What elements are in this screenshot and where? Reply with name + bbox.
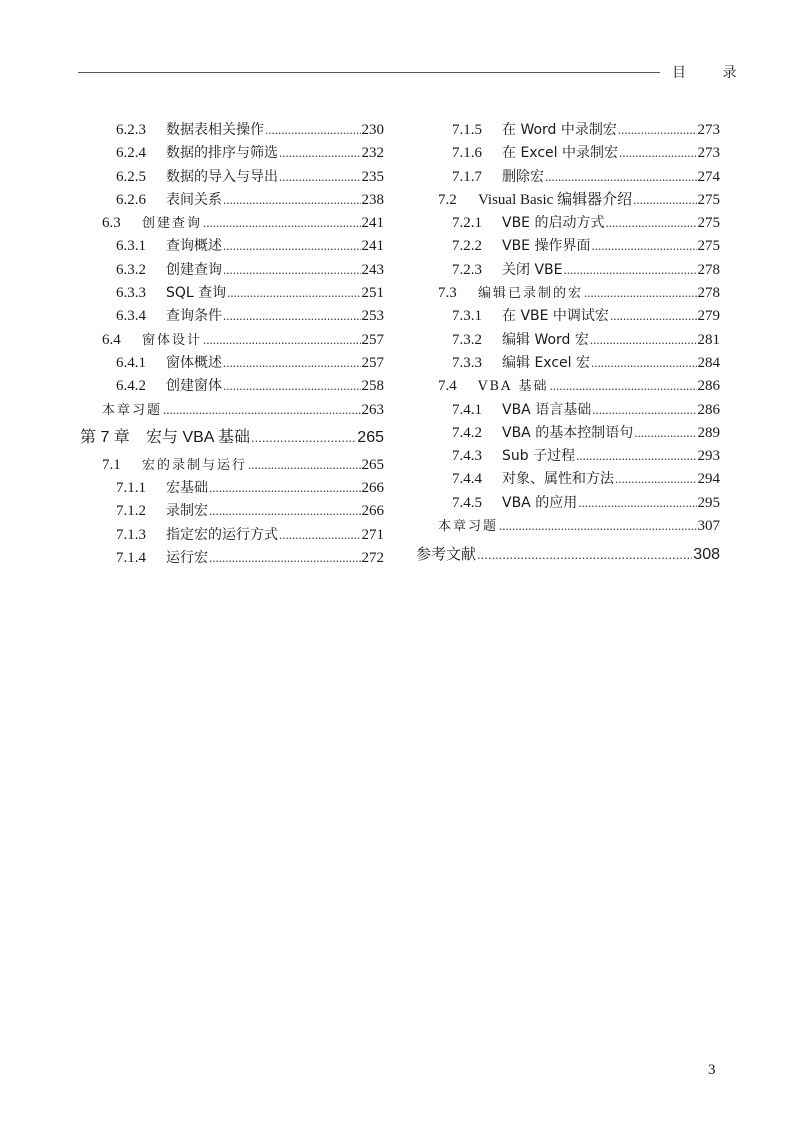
dot-leader xyxy=(248,453,360,476)
toc-entry-page: 263 xyxy=(361,401,384,418)
toc-entry-page: 289 xyxy=(697,424,720,441)
toc-entry[interactable] xyxy=(416,541,720,567)
toc-entry-number: 7.1.2 xyxy=(116,503,146,520)
toc-entry-title: 数据的导入与导出 xyxy=(166,168,278,185)
toc-entry-page: 295 xyxy=(697,494,720,511)
toc-entry[interactable] xyxy=(416,118,720,141)
dot-leader xyxy=(203,211,360,234)
toc-entry[interactable] xyxy=(416,467,720,490)
toc-entry-page: 275 xyxy=(697,238,720,255)
toc-entry-number: 6.3 xyxy=(102,215,121,232)
toc-entry-page: 257 xyxy=(361,354,384,371)
toc-entry-page: 273 xyxy=(697,145,720,162)
toc-entry-number: 6.3.2 xyxy=(116,261,146,278)
dot-leader xyxy=(590,328,697,351)
toc-entry-number: 6.2.4 xyxy=(116,145,146,162)
toc-entry-title: 录制宏 xyxy=(166,503,208,520)
toc-entry[interactable] xyxy=(80,211,384,234)
toc-entry[interactable] xyxy=(80,258,384,281)
toc-entry[interactable] xyxy=(80,165,384,188)
toc-entry-title: 数据的排序与筛选 xyxy=(166,145,278,162)
dot-leader xyxy=(549,374,696,397)
running-header-title: 目 录 xyxy=(672,65,753,81)
toc-entry-page: 238 xyxy=(361,191,384,208)
dot-leader xyxy=(545,165,697,188)
toc-entry-number: 7.3 xyxy=(438,285,457,302)
toc-entry[interactable] xyxy=(416,211,720,234)
toc-entry-title: 本章习题 xyxy=(102,402,163,418)
toc-entry-number: 7.2.3 xyxy=(452,261,482,278)
toc-entry-number: 7.1.5 xyxy=(452,122,482,138)
toc-entry-page: 243 xyxy=(361,261,384,278)
toc-entry[interactable] xyxy=(80,453,384,476)
toc-entry[interactable] xyxy=(80,546,384,569)
toc-entry-page: 230 xyxy=(361,122,384,138)
toc-entry-title: 关闭 VBE xyxy=(502,261,563,278)
toc-entry[interactable] xyxy=(416,514,720,537)
dot-leader xyxy=(209,499,361,522)
toc-entry[interactable] xyxy=(416,421,720,444)
toc-entry-page: 281 xyxy=(697,331,720,348)
toc-entry-title: Visual Basic 编辑器介绍 xyxy=(478,191,633,208)
toc-entry[interactable] xyxy=(80,304,384,327)
dot-leader xyxy=(279,165,361,188)
dot-leader xyxy=(584,281,696,304)
toc-entry[interactable] xyxy=(80,188,384,211)
dot-leader xyxy=(563,258,696,281)
toc-entry-title: 查询条件 xyxy=(166,308,222,325)
toc-entry-page: 235 xyxy=(361,168,384,185)
toc-entry-title: 指定宏的运行方式 xyxy=(166,526,278,543)
toc-entry-number: 7.3.2 xyxy=(452,331,482,348)
toc-entry-title: 编辑已录制的宏 xyxy=(478,286,584,302)
toc-entry-number: 6.2.5 xyxy=(116,168,146,185)
toc-entry-page: 266 xyxy=(361,503,384,520)
toc-entry-number: 6.2.3 xyxy=(116,122,146,138)
toc-entry[interactable] xyxy=(416,491,720,514)
toc-entry-number: 7.1.7 xyxy=(452,168,482,185)
dot-leader xyxy=(163,398,360,421)
toc-entry-title: 在 Word 中录制宏 xyxy=(502,122,617,138)
toc-entry-title: 在 Excel 中录制宏 xyxy=(502,145,618,162)
toc-entry-title: Sub 子过程 xyxy=(502,448,576,465)
dot-leader xyxy=(279,523,361,546)
dot-leader xyxy=(591,351,697,374)
toc-entry-title: 在 VBE 中调试宏 xyxy=(502,308,609,325)
header-rule xyxy=(78,72,660,73)
toc-entry-page: 257 xyxy=(361,331,384,348)
dot-leader xyxy=(605,211,696,234)
toc-entry-title: 编辑 Word 宏 xyxy=(502,331,589,348)
toc-entry-page: 258 xyxy=(361,378,384,395)
toc-entry-page: 251 xyxy=(361,285,384,302)
toc-entry-number: 7.4.3 xyxy=(452,448,482,465)
toc-entry-page: 308 xyxy=(693,546,720,564)
dot-leader xyxy=(251,425,356,451)
dot-leader xyxy=(223,304,361,327)
toc-entry-page: 284 xyxy=(697,354,720,371)
toc-entry-number: 7.3.1 xyxy=(452,308,482,325)
toc-column-right xyxy=(416,118,720,567)
toc-entry-page: 278 xyxy=(697,261,720,278)
toc-entry[interactable] xyxy=(80,523,384,546)
dot-leader xyxy=(223,374,361,397)
toc-entry-number: 7.1.4 xyxy=(116,550,146,567)
dot-leader xyxy=(499,514,696,537)
toc-entry-number: 7.1.3 xyxy=(116,526,146,543)
dot-leader xyxy=(591,234,696,257)
toc-entry[interactable] xyxy=(416,234,720,257)
toc-entry-number: 6.3.4 xyxy=(116,308,146,325)
toc-entry-title: VBE 操作界面 xyxy=(502,238,591,255)
toc-entry-title: 创建查询 xyxy=(142,216,203,232)
toc-entry-number: 7.4 xyxy=(438,378,457,395)
toc-entry-title: VBA 的基本控制语句 xyxy=(502,424,634,441)
dot-leader xyxy=(223,188,361,211)
toc-entry[interactable] xyxy=(80,499,384,522)
toc-entry[interactable] xyxy=(416,141,720,164)
toc-entry[interactable] xyxy=(416,188,720,211)
toc-entry-number: 6.4 xyxy=(102,331,121,348)
toc-entry-title: 参考文献 xyxy=(416,545,477,564)
toc-entry-title: 查询概述 xyxy=(166,238,222,255)
dot-leader xyxy=(209,476,361,499)
toc-entry-number: 6.4.1 xyxy=(116,354,146,371)
toc-entry-page: 274 xyxy=(697,168,720,185)
toc-entry-number: 7.3.3 xyxy=(452,354,482,371)
toc-entry-page: 278 xyxy=(697,285,720,302)
toc-entry-page: 294 xyxy=(697,471,720,488)
toc-column-left xyxy=(80,118,384,569)
toc-entry-title: SQL 查询 xyxy=(166,285,227,302)
toc-entry-title: VBA 基础 xyxy=(478,379,549,395)
toc-entry-title: VBA 语言基础 xyxy=(502,401,592,418)
page-number: 3 xyxy=(708,1062,716,1078)
toc-entry-title: 宏的录制与运行 xyxy=(142,457,248,473)
toc-entry[interactable] xyxy=(80,351,384,374)
toc-entry-page: 286 xyxy=(697,378,720,395)
toc-entry[interactable] xyxy=(416,304,720,327)
toc-entry-number: 7.2.2 xyxy=(452,238,482,255)
toc-entry-page: 273 xyxy=(697,122,720,138)
toc-entry-title: 窗体概述 xyxy=(166,354,222,371)
toc-entry-number: 6.3.1 xyxy=(116,238,146,255)
toc-entry-number: 7.2.1 xyxy=(452,215,482,232)
toc-entry-page: 279 xyxy=(697,308,720,325)
toc-entry[interactable] xyxy=(80,476,384,499)
toc-entry[interactable] xyxy=(416,351,720,374)
toc-entry-number: 6.3.3 xyxy=(116,285,146,302)
dot-leader xyxy=(265,118,361,141)
toc-entry-title: 删除宏 xyxy=(502,168,544,185)
dot-leader xyxy=(223,258,361,281)
toc-entry[interactable] xyxy=(416,258,720,281)
toc-entry-number: 6.2.6 xyxy=(116,191,146,208)
toc-entry[interactable] xyxy=(80,118,384,141)
toc-entry-number: 第 7 章 xyxy=(80,428,130,446)
toc-entry-number: 7.2 xyxy=(438,191,457,208)
dot-leader xyxy=(634,421,696,444)
toc-entry-number: 7.4.4 xyxy=(452,471,482,488)
dot-leader xyxy=(223,351,361,374)
dot-leader xyxy=(592,398,696,421)
toc-entry-number: 7.4.2 xyxy=(452,424,482,441)
toc-entry-page: 241 xyxy=(361,215,384,232)
dot-leader xyxy=(619,141,697,164)
toc-entry-number: 6.4.2 xyxy=(116,378,146,395)
toc-entry[interactable] xyxy=(80,425,384,451)
toc-entry[interactable] xyxy=(416,398,720,421)
toc-entry-page: 307 xyxy=(697,518,720,535)
toc-entry-title: VBA 的应用 xyxy=(502,494,578,511)
toc-entry[interactable] xyxy=(416,281,720,304)
dot-leader xyxy=(209,546,361,569)
toc-entry-title: 对象、属性和方法 xyxy=(502,471,614,488)
toc-entry-title: 编辑 Excel 宏 xyxy=(502,354,590,371)
dot-leader xyxy=(610,304,697,327)
toc-entry-page: 272 xyxy=(361,550,384,567)
toc-entry[interactable] xyxy=(416,374,720,397)
toc-entry-page: 271 xyxy=(361,526,384,543)
toc-entry[interactable] xyxy=(80,398,384,421)
toc-entry[interactable] xyxy=(80,281,384,304)
dot-leader xyxy=(615,467,697,490)
toc-entry[interactable] xyxy=(416,444,720,467)
dot-leader xyxy=(633,188,696,211)
toc-entry-page: 275 xyxy=(697,215,720,232)
toc-entry[interactable] xyxy=(80,141,384,164)
toc-entry-title: 宏与 VBA 基础 xyxy=(146,428,251,446)
toc-entry-number: 7.4.1 xyxy=(452,401,482,418)
toc-entry-page: 232 xyxy=(361,145,384,162)
dot-leader xyxy=(279,141,361,164)
toc-entry-title: VBE 的启动方式 xyxy=(502,215,605,232)
toc-entry-page: 293 xyxy=(697,448,720,465)
toc-entry-title: 创建查询 xyxy=(166,261,222,278)
toc-entry-page: 266 xyxy=(361,480,384,497)
toc-entry-title: 表间关系 xyxy=(166,191,222,208)
dot-leader xyxy=(203,328,360,351)
toc-entry-number: 7.1.1 xyxy=(116,480,146,497)
toc-entry-page: 253 xyxy=(361,308,384,325)
toc-entry-title: 本章习题 xyxy=(438,519,499,535)
toc-entry-page: 275 xyxy=(697,191,720,208)
toc-entry[interactable] xyxy=(416,328,720,351)
toc-entry[interactable] xyxy=(80,374,384,397)
toc-entry-title: 创建窗体 xyxy=(166,378,222,395)
dot-leader xyxy=(477,542,692,568)
toc-entry-title: 数据表相关操作 xyxy=(166,122,264,138)
toc-entry[interactable] xyxy=(80,234,384,257)
toc-entry-title: 宏基础 xyxy=(166,480,208,497)
toc-entry-number: 7.1.6 xyxy=(452,145,482,162)
dot-leader xyxy=(578,491,696,514)
dot-leader xyxy=(618,118,697,141)
dot-leader xyxy=(223,234,361,257)
toc-entry-title: 窗体设计 xyxy=(142,332,203,348)
toc-entry-page: 265 xyxy=(357,428,384,446)
toc-entry-number: 7.4.5 xyxy=(452,494,482,511)
toc-entry-page: 265 xyxy=(361,456,384,473)
toc-entry[interactable] xyxy=(80,328,384,351)
toc-entry-page: 241 xyxy=(361,238,384,255)
toc-entry[interactable] xyxy=(416,165,720,188)
toc-entry-title: 运行宏 xyxy=(166,550,208,567)
dot-leader xyxy=(227,281,360,304)
toc-entry-page: 286 xyxy=(697,401,720,418)
toc-entry-number: 7.1 xyxy=(102,456,121,473)
dot-leader xyxy=(576,444,696,467)
